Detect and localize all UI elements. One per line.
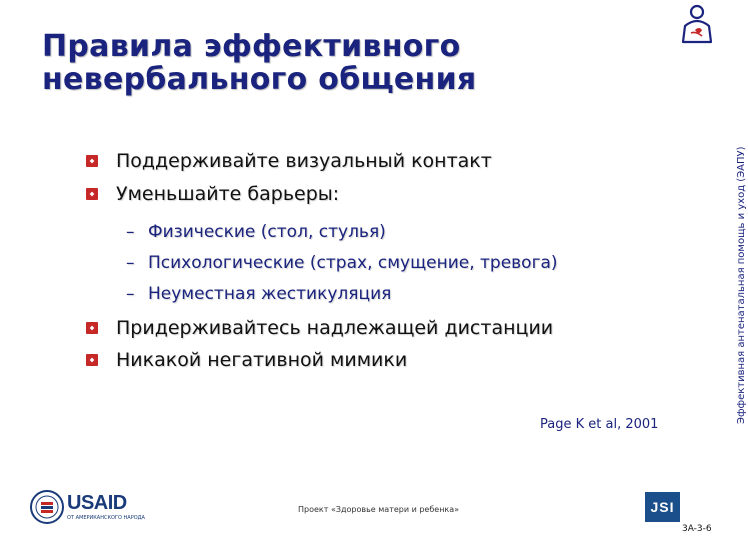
usaid-wordmark: USAID — [67, 492, 127, 514]
sub-list-item-text: Неуместная жестикуляция — [148, 284, 392, 304]
list-item-text: Уменьшайте барьеры: — [116, 183, 340, 205]
side-program-label: Эффективная антенатальная помощь и уход (ЭАПУ) — [736, 146, 747, 424]
list-item-text: Придерживайтесь надлежащей дистанции — [116, 317, 554, 339]
usaid-logo — [30, 490, 150, 530]
bullet-marker-icon — [86, 322, 98, 334]
sub-list-item-text: Физические (стол, стулья) — [148, 222, 386, 242]
citation: Page K et al, 2001 — [540, 417, 659, 432]
slide-title-line-2: невербального общения — [42, 62, 477, 97]
bullet-marker-icon — [86, 354, 98, 366]
slide-title-line-1: Правила эффективного — [42, 29, 461, 64]
list-item-text: Поддерживайте визуальный контакт — [116, 150, 492, 172]
sub-list-dash: – — [126, 284, 135, 304]
mother-child-logo-icon — [677, 2, 717, 48]
usaid-seal-icon — [30, 490, 64, 524]
bullet-marker-icon — [86, 155, 98, 167]
list-item-text: Никакой негативной мимики — [116, 349, 408, 371]
jsi-logo: JSI — [645, 492, 680, 522]
usaid-tagline: ОТ АМЕРИКАНСКОГО НАРОДА — [67, 515, 145, 521]
sub-list-dash: – — [126, 253, 135, 273]
sub-list-item-text: Психологические (страх, смущение, тревога) — [148, 253, 558, 273]
footer-project-name: Проект «Здоровье матери и ребенка» — [298, 505, 460, 514]
bullet-marker-icon — [86, 188, 98, 200]
slide-title — [42, 30, 602, 96]
slide-code: 3A-3-6 — [682, 524, 712, 534]
sub-list-dash: – — [126, 222, 135, 242]
